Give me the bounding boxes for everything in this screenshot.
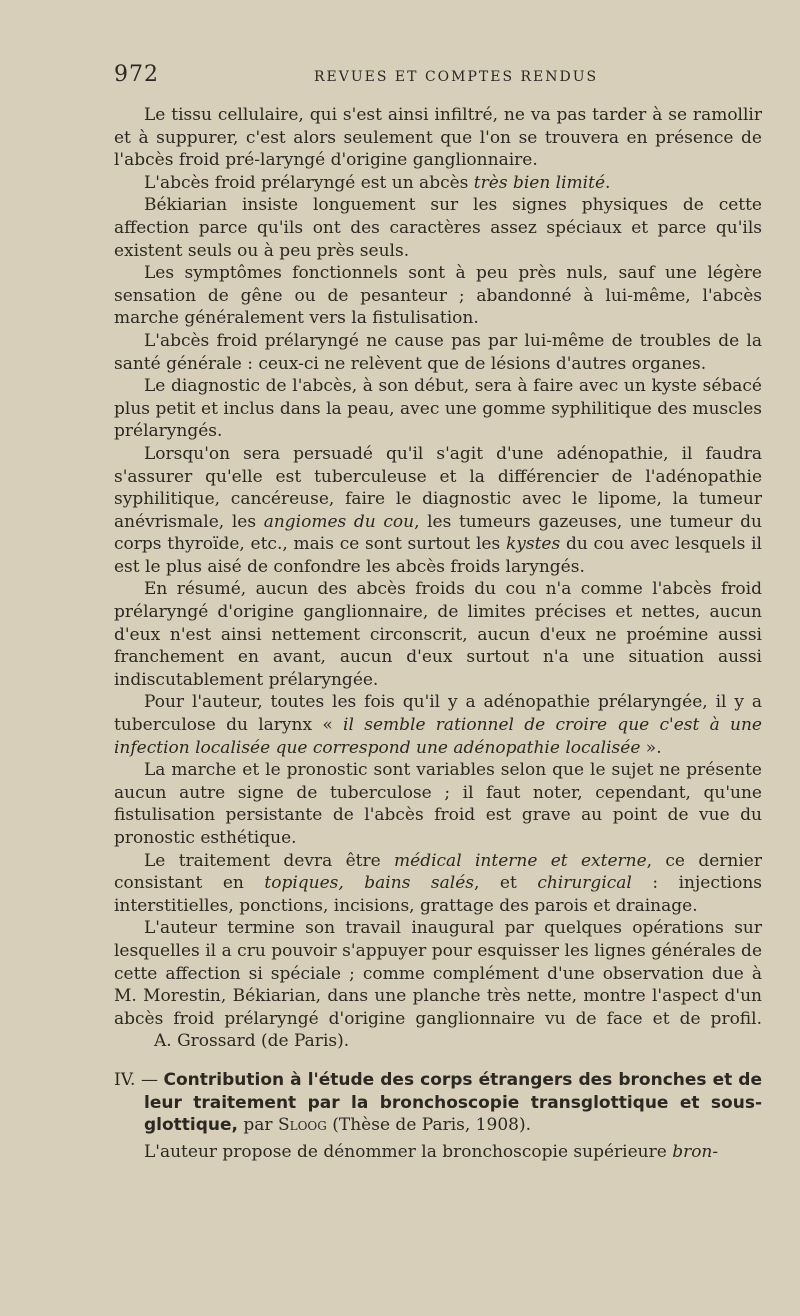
section-author: Sloog xyxy=(277,1115,327,1136)
signature: A. Grossard (de Paris). xyxy=(154,1031,350,1052)
emphasis: topiques, bains salés xyxy=(264,873,475,894)
section-heading xyxy=(114,1069,762,1137)
paragraph xyxy=(114,850,762,918)
emphasis: bron- xyxy=(672,1141,719,1162)
section-by: par xyxy=(238,1115,278,1136)
paragraph: La marche et le pronostic sont variables selon que le sujet ne présente aucun autre signe de tuberculose ; il faut noter, cependant, qu'une fistulisation persistante de l'abcès froid est grave au point de vue du pronostic esthétique. xyxy=(114,760,762,848)
text-run: , les tumeurs gazeuses, une tumeur du corps thyroïde, etc., mais ce sont surtout les xyxy=(114,511,762,555)
section-number: IV. — xyxy=(114,1069,164,1090)
emphasis: chirurgical xyxy=(537,873,632,894)
text-run: ». xyxy=(640,737,662,758)
emphasis: il semble rationnel de croire que c'est à une infection localisée que correspond une adénopathie localisée xyxy=(114,715,762,758)
text-run: Le traitement devra être xyxy=(144,850,395,871)
text-run: , et xyxy=(474,873,538,894)
text-run: , ce dernier consistant en xyxy=(114,850,762,894)
paragraph: Békiarian insiste longuement sur les signes physiques de cette affection parce qu'ils ont des caractères assez spéciaux et parce qu'ils existent seuls ou à peu près seuls. xyxy=(114,195,762,261)
paragraph: En résumé, aucun des abcès froids du cou n'a comme l'abcès froid prélaryngé d'origine ganglionnaire, de limites précises et nettes, aucun d'eux n'est ainsi nettement circonscrit, aucun d'eux ne proémine aussi franchement en avant, aucun d'eux surtout n'a une situation aussi indiscutablement prélaryngée. xyxy=(114,579,762,690)
emphasis: kystes xyxy=(505,534,561,555)
paragraph xyxy=(114,172,762,195)
text-run: . xyxy=(605,172,611,193)
text-run: L'abcès froid prélaryngé est un abcès xyxy=(144,172,474,193)
section-title: Contribution à l'étude des corps étrangers des bronches et de leur traitement par la bronchoscopie transglottique et sous-glottique, xyxy=(144,1069,762,1136)
paragraph xyxy=(114,443,762,579)
emphasis: angiomes du cou xyxy=(263,511,415,532)
running-title: REVUES ET COMPTES RENDUS xyxy=(314,69,599,85)
paragraph xyxy=(114,917,762,1053)
text-run: du cou avec lesquels il est le plus aisé de confondre les abcès froids laryngés. xyxy=(114,534,762,577)
emphasis: très bien limité xyxy=(473,172,605,193)
paragraph: Le tissu cellulaire, qui s'est ainsi infiltré, ne va pas tarder à se ramollir et à suppurer, c'est alors seulement que l'on se trouvera en présence de l'abcès froid pré-laryngé d'origine ganglionnaire. xyxy=(114,105,762,171)
section-iv xyxy=(114,1069,762,1163)
text-run: Pour l'auteur, toutes les fois qu'il y a adénopathie prélaryngée, il y a tuberculose du larynx « xyxy=(114,692,762,736)
paragraph: L'abcès froid prélaryngé ne cause pas par lui-même de troubles de la santé générale : ceux-ci ne relèvent que de lésions d'autres organes. xyxy=(114,330,762,374)
text-run: L'auteur termine son travail inaugural par quelques opérations sur lesquelles il a cru pouvoir s'appuyer pour esquisser les lignes générales de cette affection si spéciale ; comme complément d'une observation due à M. Morestin, Békiarian, dans une planche très nette, montre l'aspect d'un abcès froid prélaryngé d'origine ganglionnaire vu de face et de profil. xyxy=(114,918,762,1029)
paragraph: Les symptômes fonctionnels sont à peu près nuls, sauf une légère sensation de gêne ou de pesanteur ; abandonné à lui-même, l'abcès marche généralement vers la fistulisation. xyxy=(114,263,762,329)
page-header xyxy=(114,62,762,104)
section-source: (Thèse de Paris, 1908). xyxy=(326,1115,531,1136)
text-run: : injections interstitielles, ponctions, incisions, grattage des parois et drainage. xyxy=(114,873,763,916)
paragraph xyxy=(114,691,762,759)
paragraph: Le diagnostic de l'abcès, à son début, sera à faire avec un kyste sébacé plus petit et inclus dans la peau, avec une gomme syphilitique des muscles prélaryngés. xyxy=(114,376,762,442)
paragraph xyxy=(114,1141,762,1164)
page-number: 972 xyxy=(114,62,159,87)
text-run: Lorsqu'on sera persuadé qu'il s'agit d'une adénopathie, il faudra s'assurer qu'elle est tuberculeuse et la différencier de l'adénopathie syphilitique, cancéreuse, faire le diagnostic avec le lipome, la tumeur anévrismale, les xyxy=(114,443,762,532)
article-body xyxy=(114,104,762,1163)
emphasis: médical interne et externe xyxy=(394,850,647,871)
text-run: L'auteur propose de dénommer la bronchoscopie supérieure xyxy=(144,1141,673,1162)
